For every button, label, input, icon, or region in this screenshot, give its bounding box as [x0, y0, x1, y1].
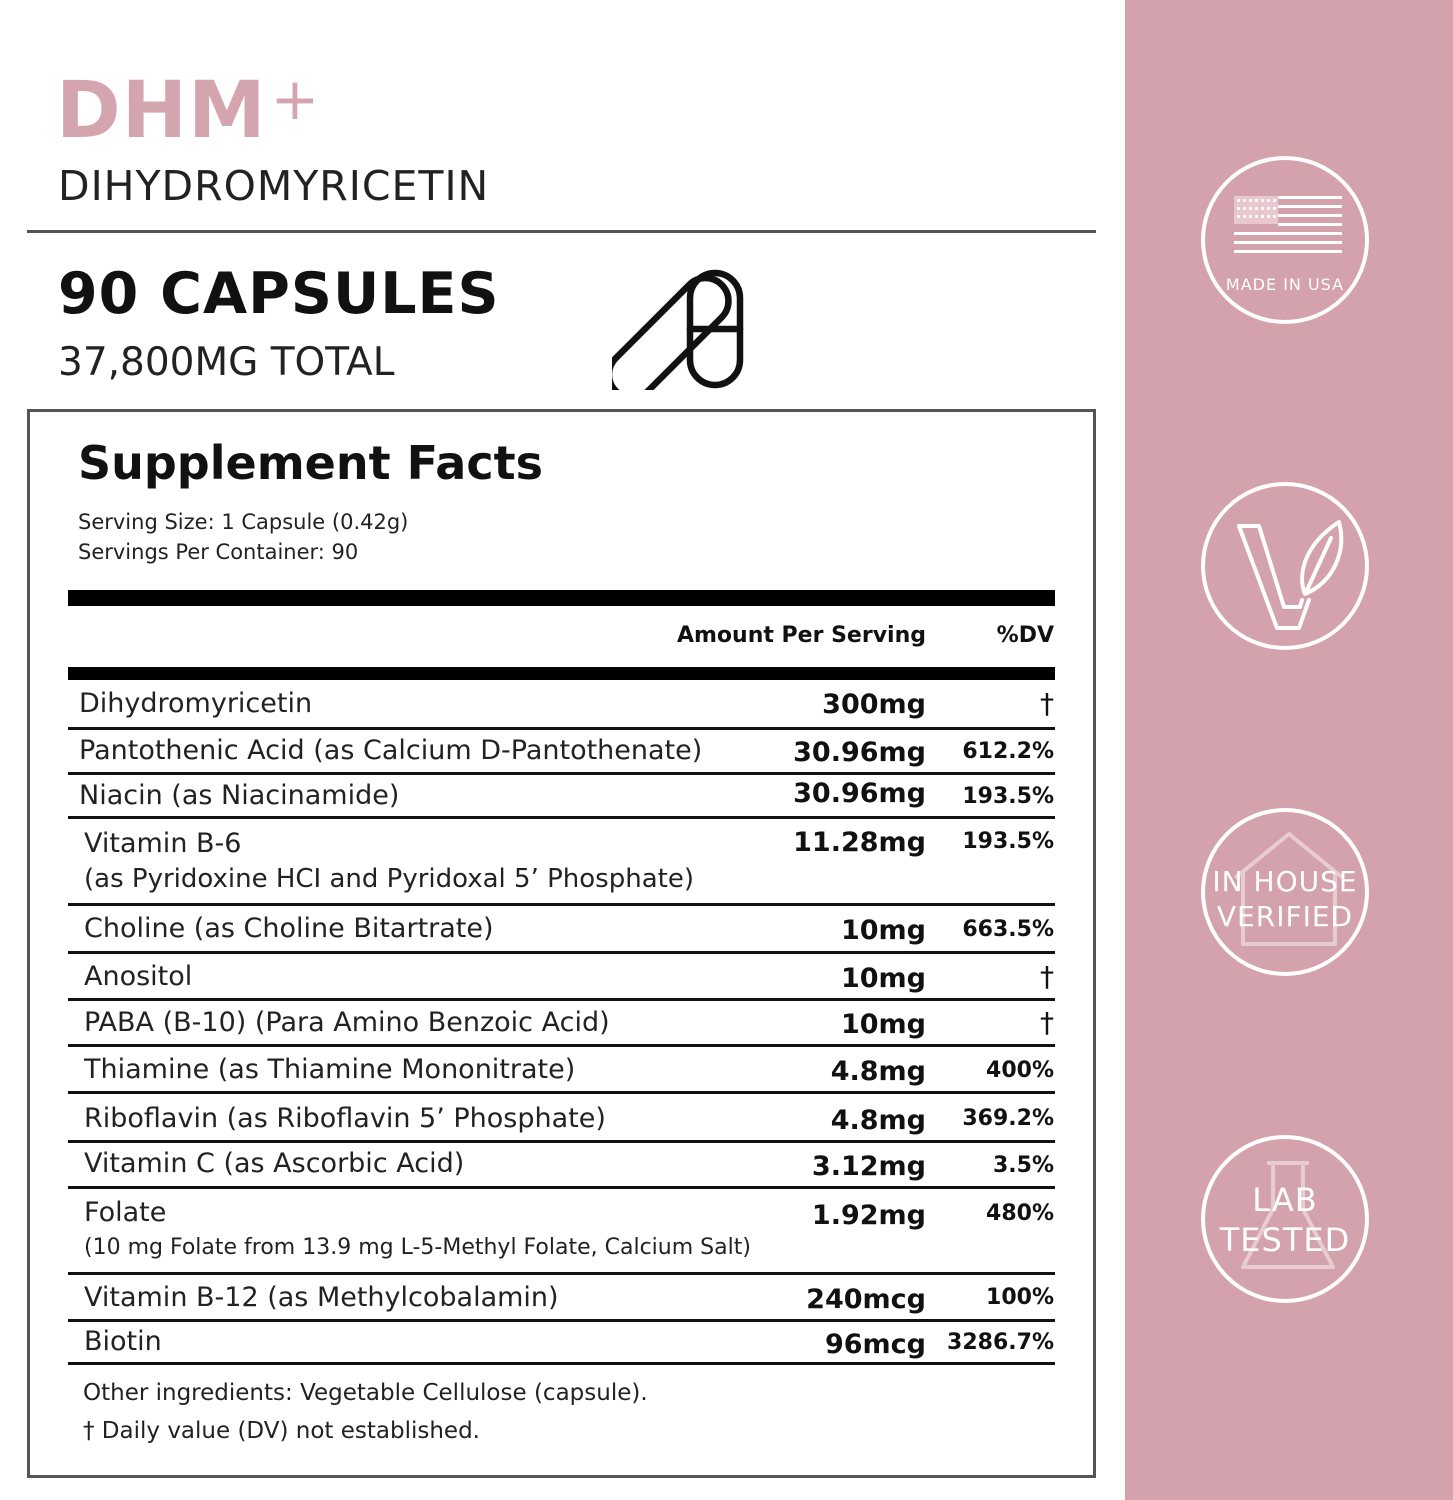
amount-header: Amount Per Serving	[676, 623, 926, 648]
vegan-leaf-icon	[1201, 482, 1369, 650]
row-divider	[68, 1272, 1055, 1275]
facts-header-bar	[68, 667, 1055, 680]
verified-label: VERIFIED	[1216, 900, 1354, 933]
ingredient-dv: 193.5%	[962, 829, 1054, 854]
brand-plus: +	[270, 65, 321, 133]
ingredient-name: Vitamin B-12 (as Methylcobalamin)	[84, 1282, 559, 1313]
ingredient-name: Pantothenic Acid (as Calcium D-Pantothenate)	[79, 735, 703, 766]
row-divider	[68, 727, 1055, 730]
us-flag-icon	[1201, 156, 1369, 324]
ingredient-amount: 30.96mg	[793, 778, 926, 809]
in-house-verified-badge	[1201, 808, 1369, 976]
header-divider	[27, 230, 1096, 233]
ingredient-name: Choline (as Choline Bitartrate)	[84, 913, 494, 944]
row-divider	[68, 1319, 1055, 1322]
ingredient-amount: 240mcg	[806, 1284, 926, 1315]
ingredient-name: Vitamin B-6	[84, 828, 242, 859]
ingredient-amount: 4.8mg	[830, 1056, 926, 1087]
made-in-usa-label: MADE IN USA	[1225, 275, 1345, 294]
capsules-icon	[612, 258, 747, 390]
ingredient-dv: 369.2%	[962, 1106, 1054, 1131]
ingredient-detail: (10 mg Folate from 13.9 mg L-5-Methyl Folate, Calcium Salt)	[84, 1235, 751, 1260]
ingredient-name: Riboflavin (as Riboflavin 5’ Phosphate)	[84, 1103, 606, 1134]
ingredient-name: Thiamine (as Thiamine Mononitrate)	[84, 1054, 576, 1085]
ingredient-amount: 11.28mg	[793, 827, 926, 858]
made-in-usa-badge	[1201, 156, 1369, 324]
brand-name: DHM	[56, 66, 267, 156]
row-divider	[68, 1044, 1055, 1047]
ingredient-name: Vitamin C (as Ascorbic Acid)	[84, 1148, 465, 1179]
ingredient-name: PABA (B-10) (Para Amino Benzoic Acid)	[84, 1007, 610, 1038]
ingredient-amount: 300mg	[822, 689, 926, 720]
ingredient-dv: †	[1040, 960, 1054, 993]
ingredient-name: Biotin	[84, 1326, 162, 1357]
ingredient-detail: (as Pyridoxine HCI and Pyridoxal 5’ Phosphate)	[84, 864, 694, 894]
ingredient-amount: 10mg	[840, 963, 926, 994]
dv-footnote: † Daily value (DV) not established.	[83, 1418, 480, 1444]
row-divider	[68, 1186, 1055, 1189]
tested-label: TESTED	[1219, 1221, 1351, 1259]
ingredient-dv: †	[1040, 1006, 1054, 1039]
facts-title: Supplement Facts	[78, 436, 543, 490]
serving-size: Serving Size: 1 Capsule (0.42g)	[78, 510, 409, 534]
in-house-label: IN HOUSE	[1212, 865, 1358, 898]
row-divider	[68, 998, 1055, 1001]
brand-title	[56, 65, 321, 156]
ingredient-dv: 663.5%	[962, 917, 1054, 942]
ingredient-amount: 4.8mg	[830, 1105, 926, 1136]
ingredient-amount: 10mg	[840, 915, 926, 946]
other-ingredients: Other ingredients: Vegetable Cellulose (capsule).	[83, 1380, 648, 1406]
ingredient-dv: 612.2%	[962, 739, 1054, 764]
ingredient-dv: 3.5%	[992, 1153, 1054, 1178]
row-divider	[68, 1091, 1055, 1094]
total-mg: 37,800MG TOTAL	[58, 340, 395, 385]
row-divider	[68, 816, 1055, 819]
flask-icon	[1201, 1135, 1369, 1303]
servings-per-container: Servings Per Container: 90	[78, 540, 359, 564]
ingredient-amount: 1.92mg	[811, 1200, 926, 1231]
ingredient-amount: 96mcg	[824, 1329, 926, 1360]
ingredient-dv: 100%	[986, 1285, 1054, 1310]
ingredient-dv: 400%	[986, 1058, 1054, 1083]
ingredient-amount: 30.96mg	[793, 737, 926, 768]
facts-thick-bar	[68, 590, 1055, 606]
row-divider	[68, 951, 1055, 954]
product-subtitle: DIHYDROMYRICETIN	[58, 162, 490, 210]
row-divider	[68, 1140, 1055, 1143]
row-divider	[68, 903, 1055, 906]
vegan-badge	[1201, 482, 1369, 650]
dv-header: %DV	[996, 623, 1054, 648]
ingredient-name: Anositol	[84, 961, 193, 992]
ingredient-dv: 3286.7%	[947, 1330, 1054, 1355]
ingredient-amount: 3.12mg	[811, 1151, 926, 1182]
ingredient-name: Folate	[84, 1197, 167, 1228]
lab-label: LAB	[1252, 1181, 1318, 1219]
capsule-count: 90 CAPSULES	[58, 261, 500, 327]
ingredient-name: Dihydromyricetin	[79, 688, 313, 719]
row-divider	[68, 772, 1055, 775]
row-divider	[68, 1362, 1055, 1365]
ingredient-dv: 480%	[986, 1201, 1054, 1226]
ingredient-name: Niacin (as Niacinamide)	[79, 780, 400, 811]
lab-tested-badge	[1201, 1135, 1369, 1303]
ingredient-amount: 10mg	[840, 1009, 926, 1040]
ingredient-dv: 193.5%	[962, 784, 1054, 809]
ingredient-dv: †	[1040, 687, 1054, 720]
